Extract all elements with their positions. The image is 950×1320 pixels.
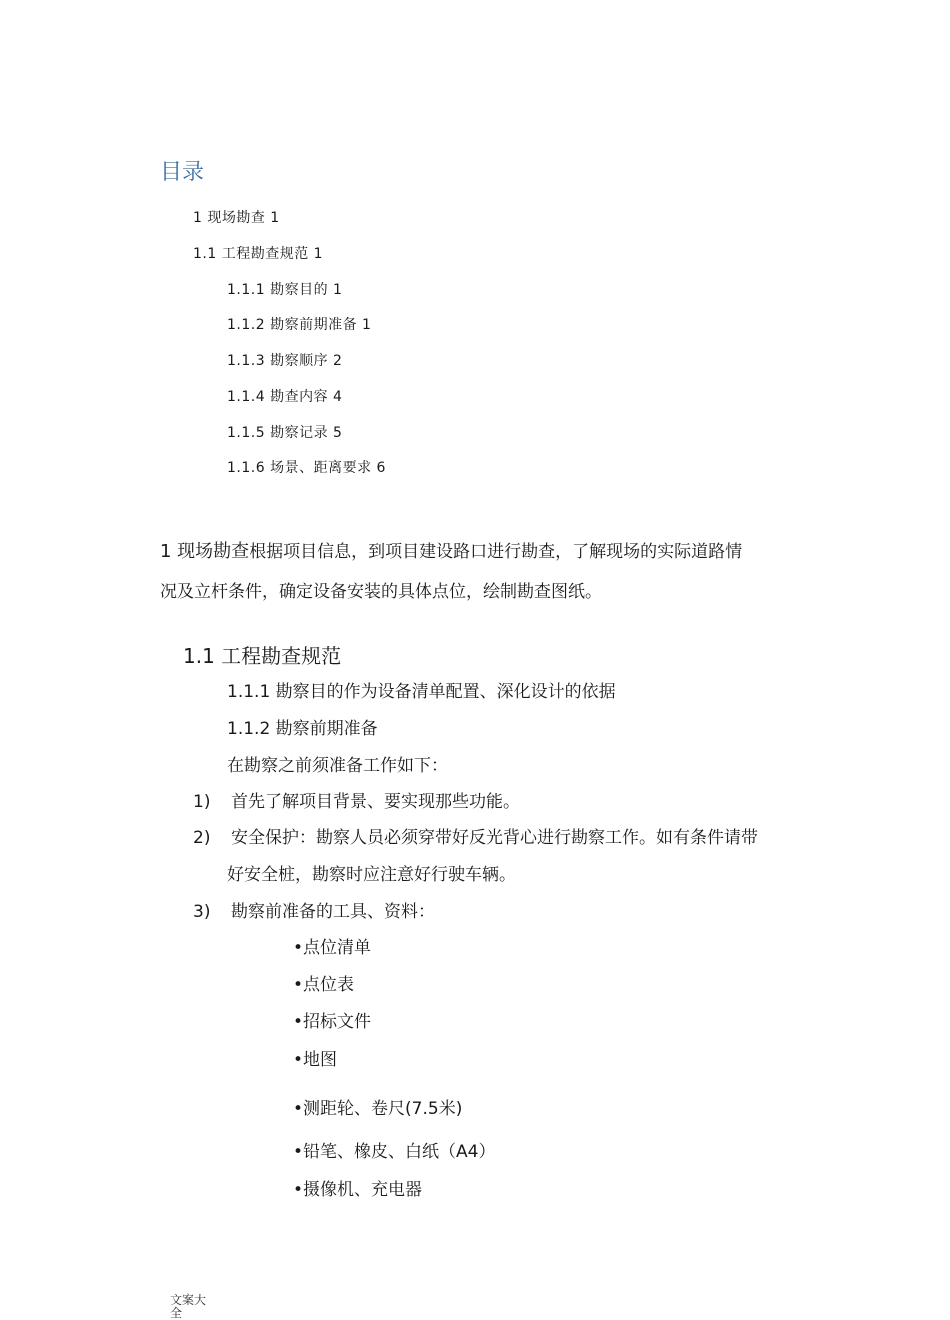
toc-entry-1-1-5[interactable]: 1.1.5 勘察记录 5	[227, 425, 343, 441]
section-1-1-heading: 1.1 工程勘查规范	[183, 644, 342, 668]
section-1-1-2-heading: 1.1.2 勘察前期准备	[227, 719, 378, 739]
section-1-text-line2: 况及立杆条件，确定设备安装的具体点位，绘制勘查图纸。	[160, 582, 602, 602]
list-number: 3)	[193, 902, 211, 922]
tool-item: •招标文件	[293, 1012, 372, 1032]
list-text: 安全保护：勘察人员必须穿带好反光背心进行勘察工作。如有条件请带	[231, 828, 758, 848]
toc-entry-1[interactable]: 1 现场勘查 1	[193, 210, 280, 226]
section-1-heading: 1 现场勘查	[160, 541, 250, 562]
toc-entry-1-1-4[interactable]: 1.1.4 勘查内容 4	[227, 389, 343, 405]
prep-intro: 在勘察之前须准备工作如下：	[227, 756, 448, 776]
toc-entry-1-1-3[interactable]: 1.1.3 勘察顺序 2	[227, 353, 343, 369]
section-1-text-line1: 根据项目信息，到项目建设路口进行勘查，了解现场的实际道路情	[249, 542, 743, 562]
list-item	[193, 782, 520, 822]
list-number: 2)	[193, 828, 211, 848]
section-1-paragraph	[160, 532, 742, 572]
list-text: 首先了解项目背景、要实现那些功能。	[231, 792, 520, 812]
toc-entry-1-1[interactable]: 1.1 工程勘查规范 1	[193, 246, 324, 262]
list-text: 勘察前准备的工具、资料：	[231, 902, 435, 922]
list-item	[193, 818, 758, 858]
section-1-1-1-line: 1.1.1 勘察目的作为设备清单配置、深化设计的依据	[227, 682, 616, 702]
tool-item: •点位清单	[293, 938, 372, 958]
list-number: 1)	[193, 792, 211, 812]
tool-item: •铅笔、橡皮、白纸（A4）	[293, 1142, 496, 1162]
tool-item: •摄像机、充电器	[293, 1180, 423, 1200]
tool-item: •地图	[293, 1050, 338, 1070]
toc-entry-1-1-6[interactable]: 1.1.6 场景、距离要求 6	[227, 460, 386, 476]
toc-entry-1-1-2[interactable]: 1.1.2 勘察前期准备 1	[227, 317, 372, 333]
page-footer: 文案大全	[170, 1293, 207, 1320]
list-text-continuation: 好安全桩，勘察时应注意好行驶车辆。	[227, 865, 516, 885]
toc-title: 目录	[160, 160, 205, 185]
tool-item: •点位表	[293, 975, 355, 995]
tool-item: •测距轮、卷尺(7.5米)	[293, 1099, 463, 1119]
list-item	[193, 892, 435, 932]
toc-entry-1-1-1[interactable]: 1.1.1 勘察目的 1	[227, 282, 343, 298]
